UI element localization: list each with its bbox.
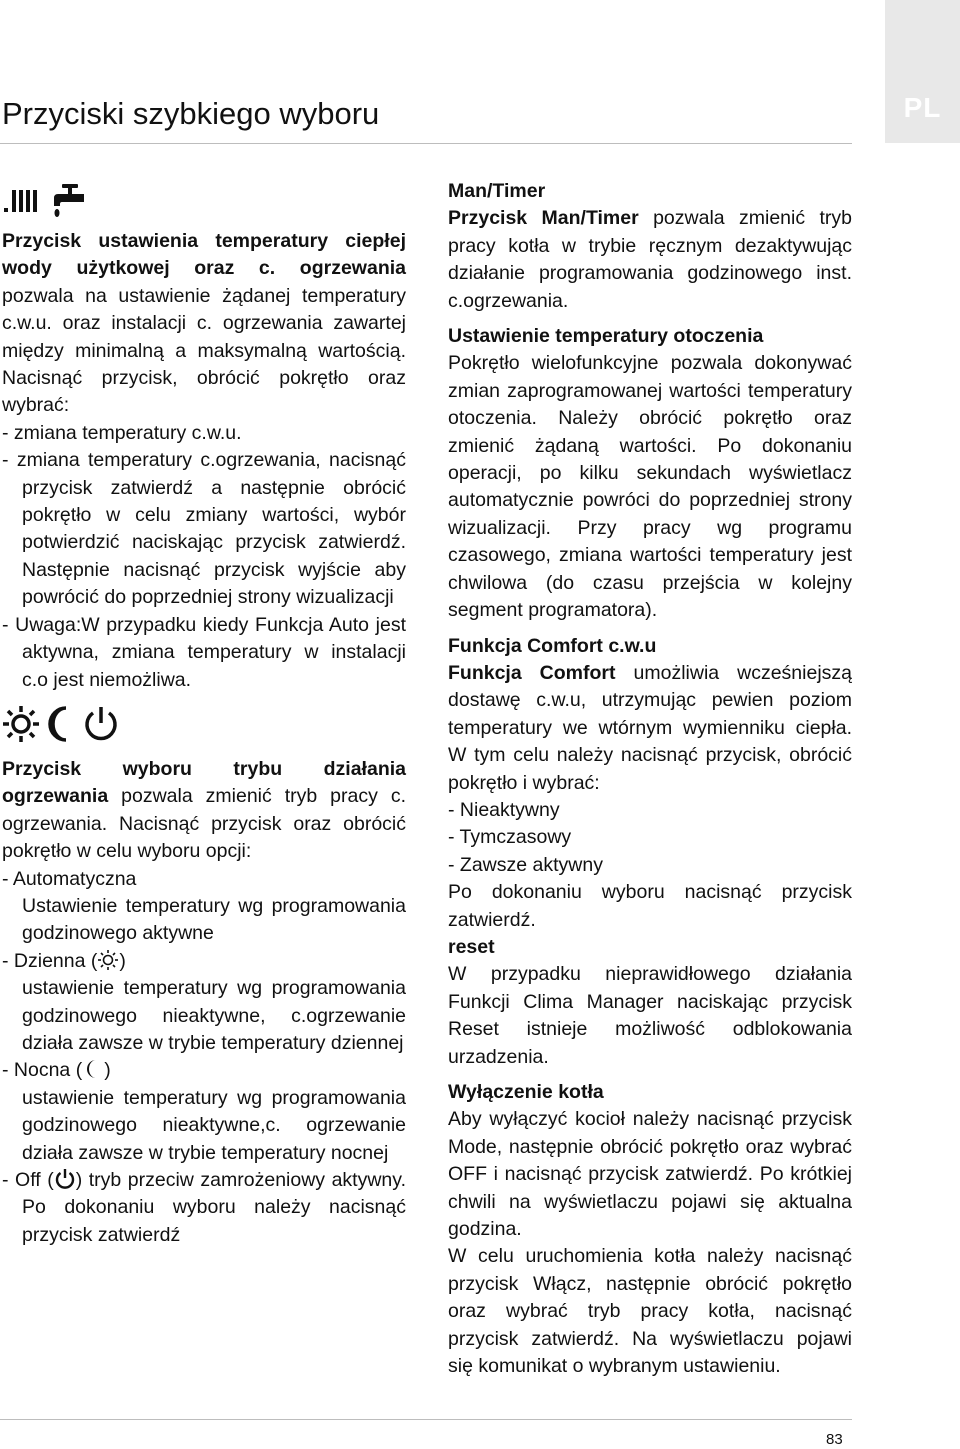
ambient-temperature-description: Pokrętło wielofunkcyjne pozwala dokonywać zmian zaprogramowanej wartości temperatury otoczenia. Należy obrócić pokrętło oraz zmienić żądaną wartości. Po dokonaniu operacji, po kilku sekundach wyświetlacz automatycznie powróci do poprzedniej strony wizualizacji. Przy pracy wg programu czasowego, zmiana wartości temperatury jest chwilowa (do czasu przejścia w kolejny segment programatora). <box>448 352 852 622</box>
page-title: Przyciski szybkiego wyboru <box>2 96 380 131</box>
sun-inline-icon <box>97 949 119 971</box>
option-night-description: ustawienie temperatury wg programowania godzinowego nieaktywne,c. ogrzewanie działa zawsze w trybie temperatury nocnej <box>22 1086 406 1164</box>
list-item-auto-warning: - Uwaga:W przypadku kiedy Funkcja Auto jest aktywna, zmiana temperatury w instalacji c.o jest niemożliwa. <box>2 613 406 691</box>
comfort-option-inactive: - Nieaktywny <box>448 798 560 821</box>
language-tab-label: PL <box>903 92 942 123</box>
heading-comfort-function: Funkcja Comfort c.w.u <box>448 634 657 657</box>
left-column <box>2 178 406 1249</box>
mode-buttons-icons <box>2 698 406 750</box>
heading-man-timer: Man/Timer <box>448 180 546 202</box>
comfort-description: Funkcja Comfort umożliwia wcześniejszą dostawę c.w.u, utrzymując pewien poziom temperatury we wtórnym wymienniku ciepła. W tym celu należy nacisnąć przycisk, obrócić pokrętło i wybrać: <box>448 661 852 794</box>
list-item-dhw-temperature: - zmiana temperatury c.w.u. <box>2 421 242 444</box>
radiator-icon <box>2 180 40 220</box>
boiler-off-description: Aby wyłączyć kocioł należy nacisnąć przycisk Mode, następnie obrócić pokrętło oraz wybrać OFF i nacisnąć przycisk zatwierdź. Po krótkiej chwili na wyświetlaczu pojawi się aktualna godzina. <box>448 1108 852 1241</box>
man-timer-description: Przycisk Man/Timer pozwala zmienić tryb pracy kotła w trybie ręcznym dezaktywując działanie programowania godzinowego inst. c.ogrzewania. <box>448 207 852 312</box>
power-icon <box>82 705 120 743</box>
boiler-on-description: W celu uruchomienia kotła należy nacisnąć przycisk Włącz, następnie obrócić pokrętło oraz wybrać tryb pracy kotła, nacisnąć przycisk zatwierdź. Na wyświetlaczu pojawi się komunikat o wybranym ustawieniu. <box>448 1245 852 1378</box>
header-divider <box>0 143 852 144</box>
comfort-option-temporary: - Tymczasowy <box>448 826 572 849</box>
right-column <box>448 178 852 1380</box>
option-day-label: - Dzienna ( ) <box>2 949 126 972</box>
sun-icon <box>2 705 40 743</box>
heading-reset: reset <box>448 935 495 958</box>
mode-button-description: Przycisk wyboru trybu działania ogrzewania pozwala zmienić tryb pracy c. ogrzewania. Nacisnąć przycisk oraz obrócić pokrętło w celu wyboru opcji: <box>2 757 406 863</box>
temperature-buttons-description: Przycisk ustawienia temperatury ciepłej wody użytkowej oraz c. ogrzewania pozwala na ustawienie żądanej temperatury c.w.u. oraz instalacji c. ogrzewania zawartej między minimalną a maksymalną wartością. Nacisnąć przycisk, obrócić pokrętło oraz wybrać: <box>2 230 406 417</box>
moon-inline-icon <box>82 1058 104 1080</box>
moon-icon <box>44 705 78 743</box>
list-item-heating-temperature: - zmiana temperatury c.ogrzewania, nacisnąć przycisk zatwierdź a następnie obrócić pokrętło w celu zmiany wartości, wybór potwierdzić naciskając przycisk zatwierdź. Następnie nacisnąć przycisk wyjście aby powrócić do poprzedniej strony wizualizacji <box>2 449 406 609</box>
heading-boiler-off: Wyłączenie kotła <box>448 1081 604 1103</box>
language-tab <box>885 0 960 143</box>
option-night-label: - Nocna ( ) <box>2 1059 111 1082</box>
option-off-description: - Off ( ) tryb przeciw zamrożeniowy aktywny. Po dokonaniu wyboru należy nacisnąć przycisk zatwierdź <box>2 1169 406 1246</box>
footer-divider <box>0 1419 852 1420</box>
tap-water-icon <box>46 180 88 220</box>
option-automatic-description: Ustawienie temperatury wg programowania godzinowego aktywne <box>22 894 406 945</box>
option-automatic-label: - Automatyczna <box>2 867 137 890</box>
reset-description: W przypadku nieprawidłowego działania Funkcji Clima Manager naciskając przycisk Reset istnieje możliwość odblokowania urzadzenia. <box>448 963 852 1068</box>
option-day-description: ustawienie temperatury wg programowania godzinowego nieaktywne, c.ogrzewanie działa zawsze w trybie temperatury dziennej <box>22 977 406 1054</box>
heading-ambient-temperature: Ustawienie temperatury otoczenia <box>448 325 764 348</box>
comfort-option-always: - Zawsze aktywny <box>448 853 603 876</box>
temperature-buttons-icons <box>2 178 406 222</box>
comfort-confirm-text: Po dokonaniu wyboru nacisnąć przycisk zatwierdź. <box>448 881 852 931</box>
power-inline-icon <box>54 1168 76 1190</box>
page-number: 83 <box>826 1431 843 1448</box>
